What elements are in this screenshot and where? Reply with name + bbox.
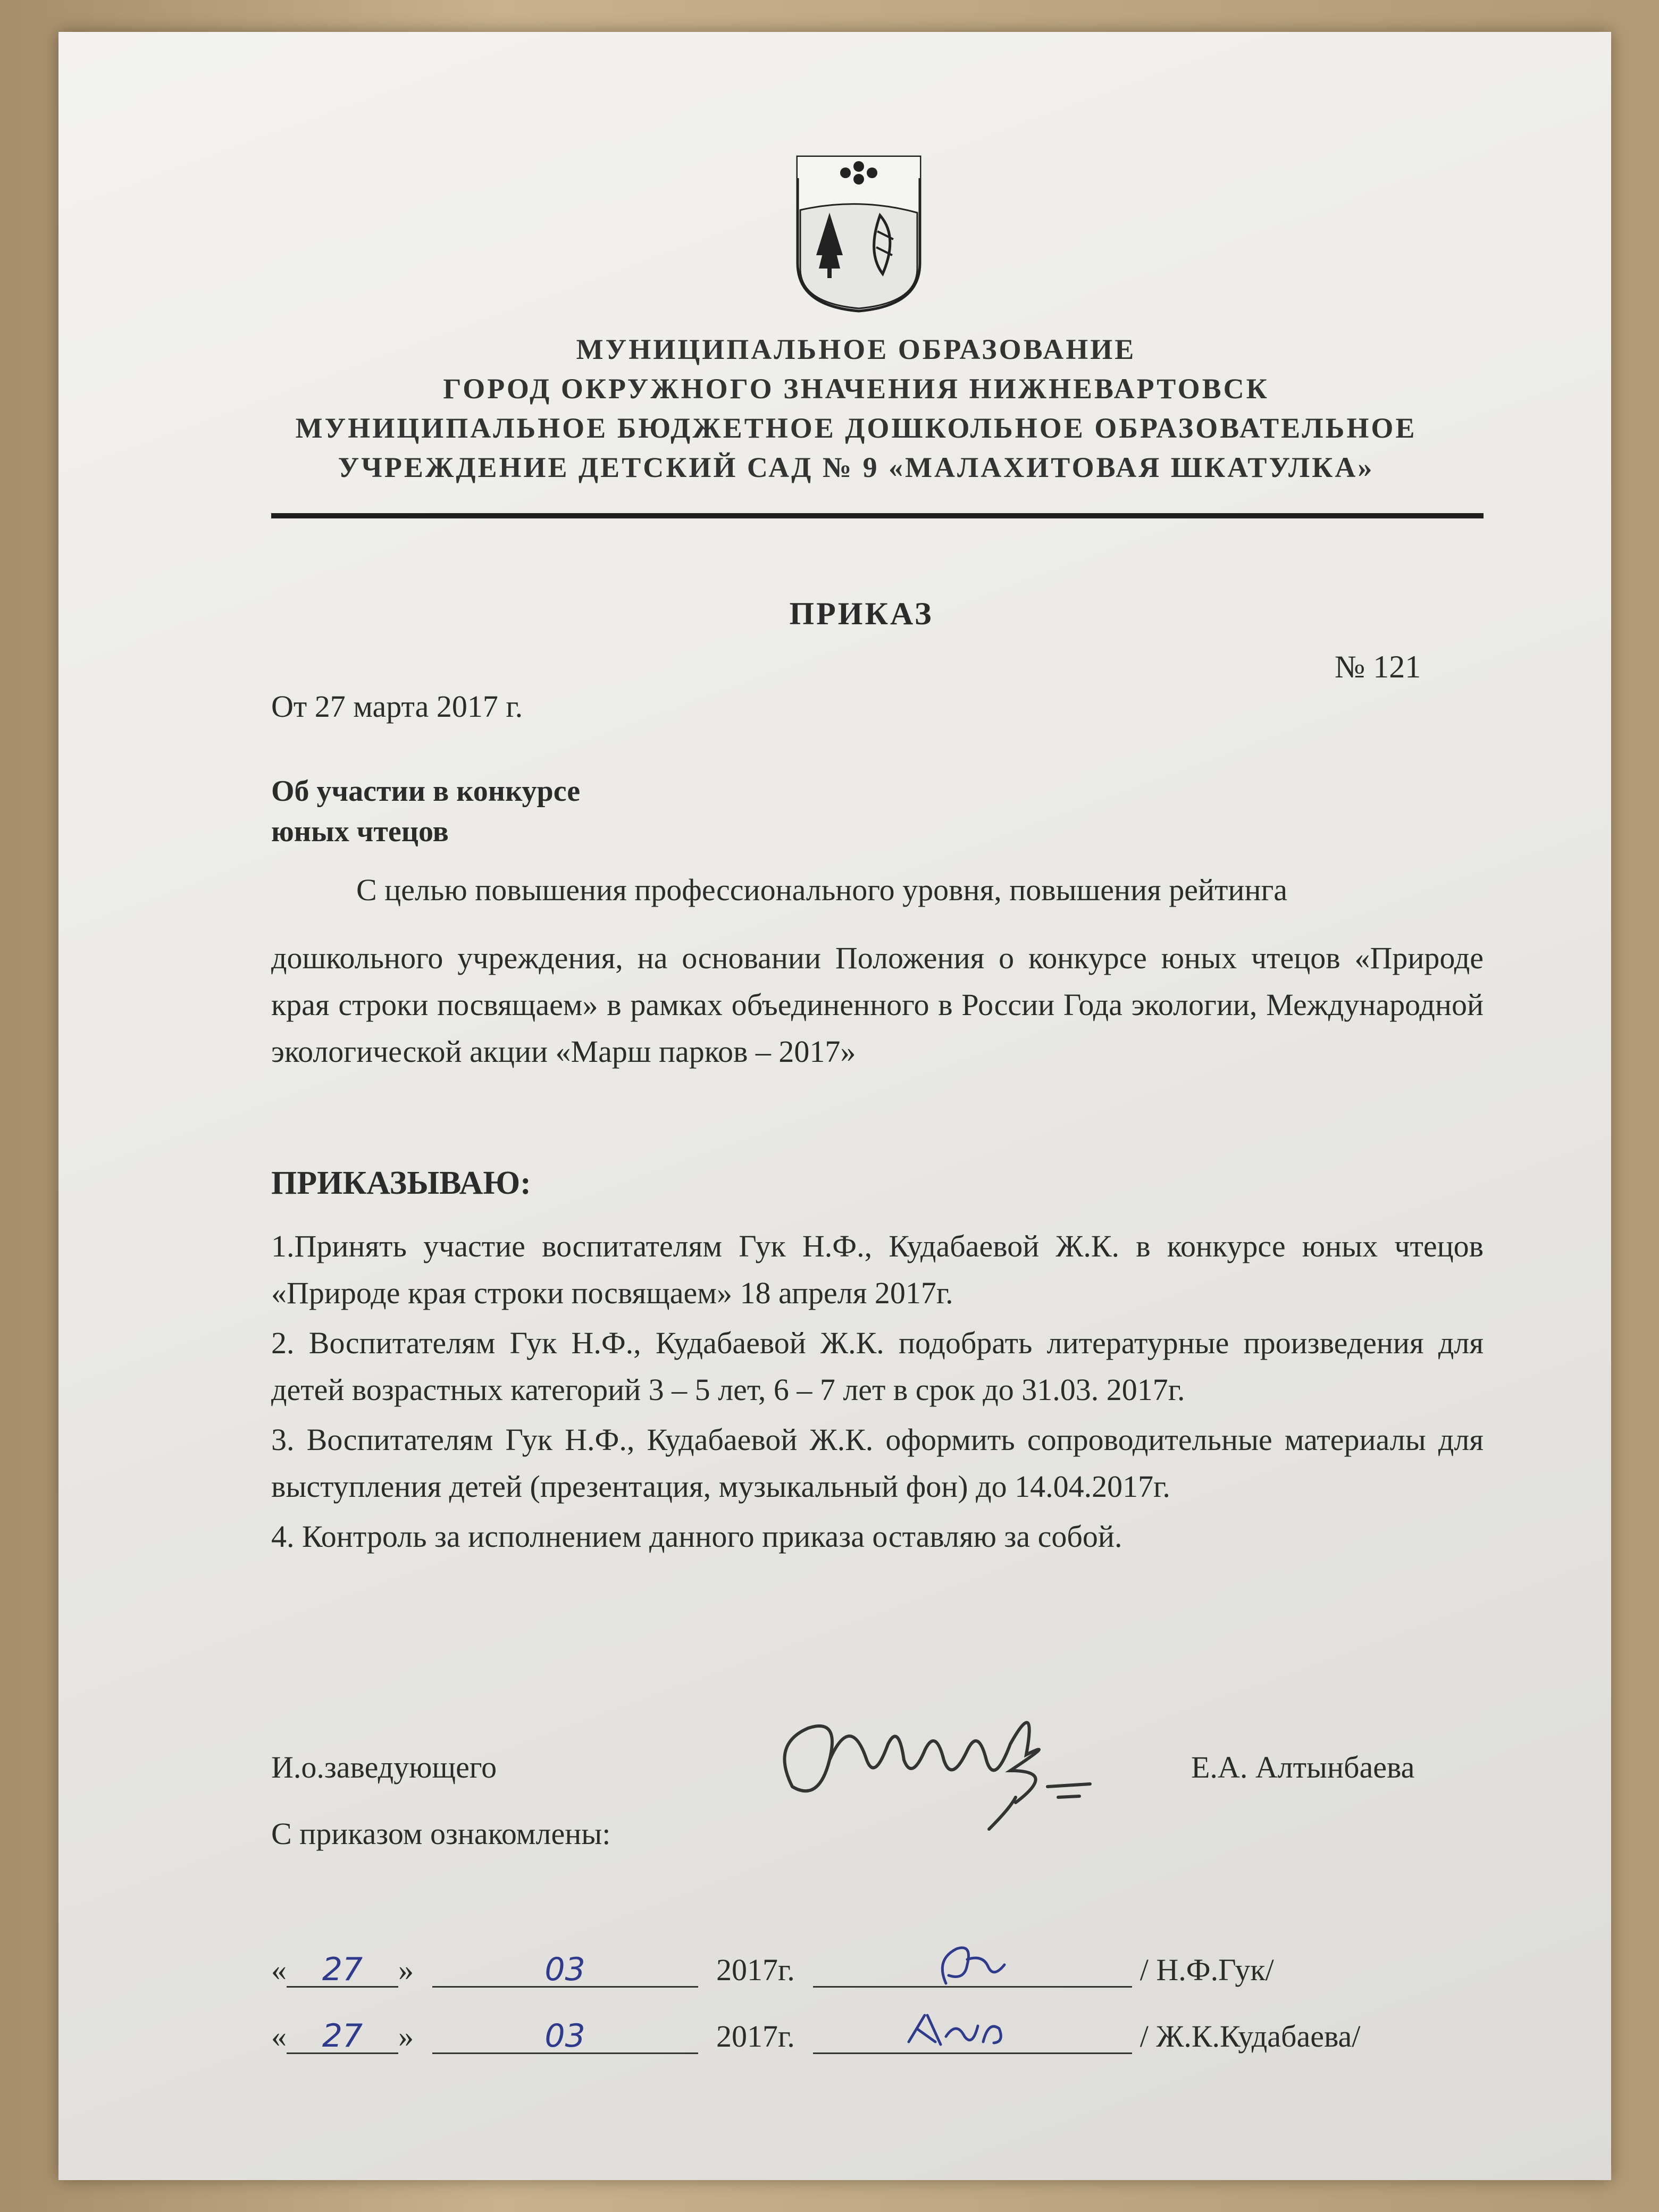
preamble-rest: дошкольного учреждения, на основании Положения о конкурсе юных чтецов «Природе края строки посвящаем» в рамках объединенного в России Года экологии, Международной экологической акции «Марш парков – 2017» <box>271 941 1484 1069</box>
order-number: № 121 <box>1335 649 1421 684</box>
acknowledger-name: / Ж.К.Кудабаева/ <box>1139 2019 1361 2054</box>
quote-open: « <box>271 2019 287 2054</box>
acknowledgement-row <box>271 1938 1274 1988</box>
header-line-3: МУНИЦИПАЛЬНОЕ БЮДЖЕТНОЕ ДОШКОЛЬНОЕ ОБРАЗОВАТЕЛЬНОЕ <box>295 412 1417 444</box>
header-line-1: МУНИЦИПАЛЬНОЕ ОБРАЗОВАНИЕ <box>576 333 1136 365</box>
organization-header <box>218 330 1494 487</box>
preamble <box>271 867 1484 1075</box>
handwritten-signature-kudabaeva <box>813 2005 1132 2054</box>
document-title: ПРИКАЗ <box>789 596 934 631</box>
signature-gook-icon <box>813 1938 1132 1986</box>
subject-line-1: Об участии в конкурсе <box>271 775 581 808</box>
document-page <box>58 32 1611 2180</box>
header-line-4: УЧРЕЖДЕНИЕ ДЕТСКИЙ САД № 9 «МАЛАХИТОВАЯ ШКАТУЛКА» <box>338 451 1375 483</box>
order-heading: ПРИКАЗЫВАЮ: <box>271 1165 531 1201</box>
order-item-4: 4. Контроль за исполнением данного приказа оставляю за собой. <box>271 1519 1122 1554</box>
quote-open: « <box>271 1953 287 1987</box>
year-label: 2017г. <box>716 1953 795 1987</box>
handwritten-signature-gook <box>813 1938 1132 1988</box>
year-label: 2017г. <box>716 2019 795 2054</box>
handwritten-day: 27 <box>287 1953 398 1988</box>
acknowledger-name: / Н.Ф.Гук/ <box>1139 1953 1274 1987</box>
acknowledgement-label: С приказом ознакомлены: <box>271 1816 611 1851</box>
signatory-role: И.о.заведующего <box>271 1750 497 1784</box>
order-date: От 27 марта 2017 г. <box>271 689 523 724</box>
order-item-3: 3. Воспитателям Гук Н.Ф., Кудабаевой Ж.К. оформить сопроводительные материалы для выступления детей (презентация, музыкальный фон) до 14.04.2017г. <box>271 1422 1484 1504</box>
signatory-name: Е.А. Алтынбаева <box>1191 1750 1415 1784</box>
header-divider <box>271 513 1484 518</box>
order-item-1: 1.Принять участие воспитателям Гук Н.Ф., Кудабаевой Ж.К. в конкурсе юных чтецов «Природе края строки посвящаем» 18 апреля 2017г. <box>271 1229 1484 1310</box>
handwritten-month: 03 <box>432 1953 698 1988</box>
quote-close: » <box>398 2019 414 2054</box>
quote-close: » <box>398 1953 414 1987</box>
handwritten-day: 27 <box>287 2020 398 2054</box>
order-items <box>271 1223 1484 1563</box>
order-item-2: 2. Воспитателям Гук Н.Ф., Кудабаевой Ж.К. подобрать литературные произведения для детей возрастных категорий 3 – 5 лет, 6 – 7 лет в срок до 31.03. 2017г. <box>271 1326 1484 1407</box>
handwritten-month: 03 <box>432 2020 698 2054</box>
order-subject <box>271 771 750 852</box>
subject-line-2: юных чтецов <box>271 815 449 848</box>
preamble-line-1: С целью повышения профессионального уровня, повышения рейтинга <box>356 873 1288 907</box>
city-emblem <box>787 146 931 316</box>
signature-kudabaeva-icon <box>813 2005 1132 2052</box>
acknowledgement-row <box>271 2005 1360 2054</box>
handwritten-signature <box>760 1680 1143 1840</box>
header-line-2: ГОРОД ОКРУЖНОГО ЗНАЧЕНИЯ НИЖНЕВАРТОВСК <box>443 373 1269 405</box>
